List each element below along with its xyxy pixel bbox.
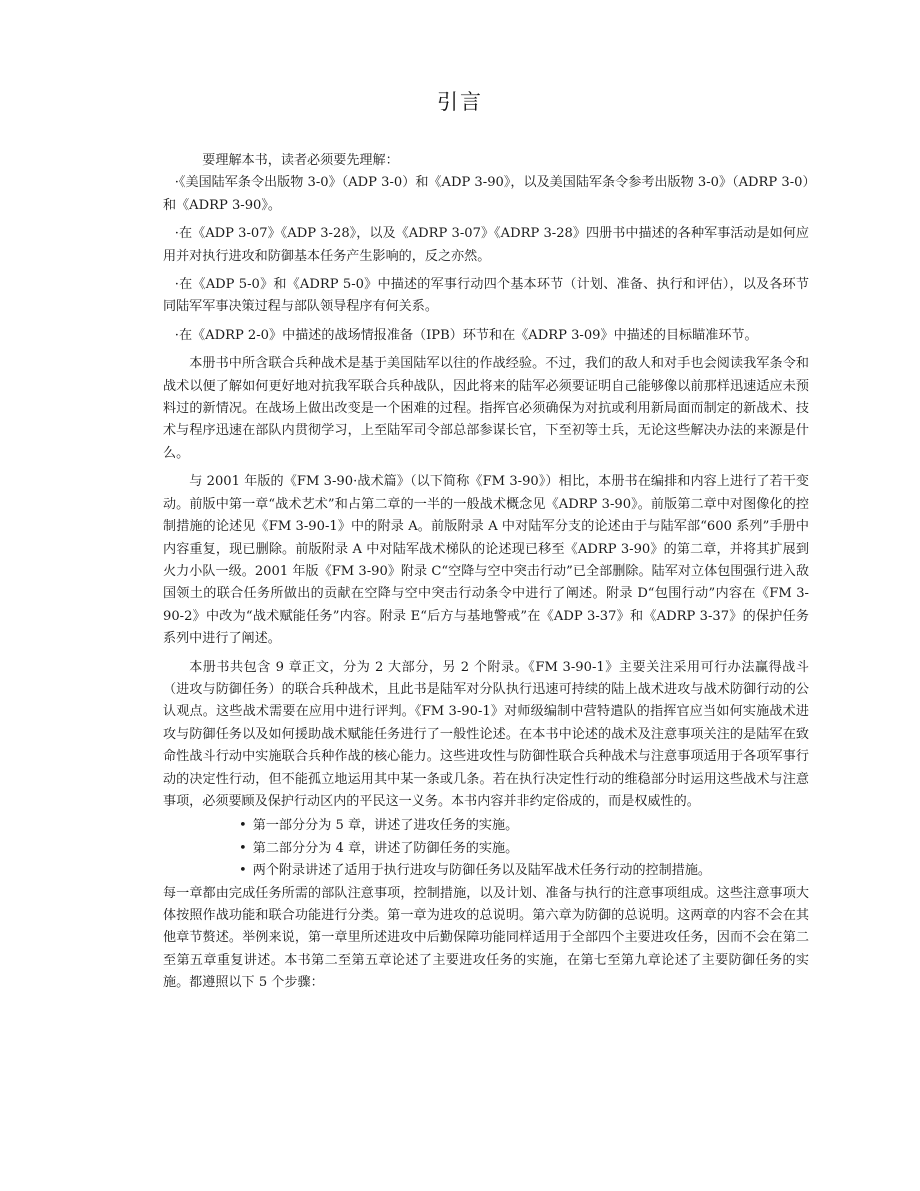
body-paragraph: 每一章都由完成任务所需的部队注意事项，控制措施，以及计划、准备与执行的注意事项组成。这些注意事项大体按照作战功能和联合功能进行分类。第一章为进攻的总说明。第六章为防御的总说明。这两章的内容不会在其他章节赘述。举例来说，第一章里所述进攻中后勤保障功能同样适用于全部四个主要进攻任务，因而不会在第二至第五章重复讲述。本书第二至第五章论述了主要进攻任务的实施，在第七至第九章论述了主要防御任务的实施。都遵照以下 5 个步骤： xyxy=(163,885,809,991)
page-title: 引言 xyxy=(437,90,483,114)
list-item: • 两个附录讲述了适用于执行进攻与防御任务以及陆军战术任务行动的控制措施。 xyxy=(163,860,809,882)
list-item: • 第一部分分为 5 章，讲述了进攻任务的实施。 xyxy=(163,815,809,837)
prerequisite-item: ·在《ADRP 2-0》中描述的战场情报准备（IPB）环节和在《ADRP 3-09》中描述的目标瞄准环节。 xyxy=(174,327,758,343)
structure-list xyxy=(163,815,809,882)
prerequisite-item: ·在《ADP 5-0》和《ADRP 5-0》中描述的军事行动四个基本环节（计划、准备、执行和评估），以及各环节同陆军军事决策过程与部队领导程序有何关系。 xyxy=(163,277,809,315)
prerequisite-item: ·在《ADP 3-07》《ADP 3-28》，以及《ADRP 3-07》《ADRP 3-28》四册书中描述的各种军事活动是如何应用并对执行进攻和防御基本任务产生影响的，反之亦然。 xyxy=(163,226,809,264)
body-paragraph: 本册书中所含联合兵种战术是基于美国陆军以往的作战经验。不过，我们的敌人和对手也会阅读我军条令和战术以便了解如何更好地对抗我军联合兵种战队，因此将来的陆军必须要证明自己能够像以前那样迅速适应未预料过的新情况。在战场上做出改变是一个困难的过程。指挥官必须确保为对抗或利用新局面而制定的新战术、技术与程序迅速在部队内贯彻学习，上至陆军司令部总部参谋长官，下至初等士兵，无论这些解决办法的来源是什么。 xyxy=(163,356,809,461)
intro-paragraph: 要理解本书，读者必须要先理解： xyxy=(202,153,399,168)
list-item: • 第二部分分为 4 章，讲述了防御任务的实施。 xyxy=(163,838,809,860)
body-paragraph: 与 2001 年版的《FM 3-90·战术篇》（以下简称《FM 3-90》）相比，本册书在编排和内容上进行了若干变动。前版中第一章“战术艺术”和占第二章的一半的一般战术概念见《ADRP 3-90》。前版第二章中对图像化的控制措施的论述见《FM 3-90-1》中的附录 A。前版附录 A 中对陆军分支的论述由于与陆军部“600 系列”手册中内容重复，现已删除。前版附录 A 中对陆军战术梯队的论述现已移至《ADRP 3-90》的第二章，并将其扩展到火力小队一级。2001 年版《FM 3-90》附录 C“空降与空中突击行动”已全部删除。陆军对立体包围强行进入敌国领土的联合任务所做出的贡献在空降与空中突击行动条令中进行了阐述。附录 D“包围行动”内容在《FM 3-90-2》中改为“战术赋能任务”内容。附录 E“后方与基地警戒”在《ADP 3-37》和《ADRP 3-37》的保护任务系列中进行了阐述。 xyxy=(163,474,809,647)
prerequisite-item: ·《美国陆军条令出版物 3-0》（ADP 3-0）和《ADP 3-90》，以及美国陆军条令参考出版物 3-0》（ADRP 3-0）和《ADRP 3-90》。 xyxy=(163,175,810,213)
document-body xyxy=(163,150,809,1001)
body-paragraph: 本册书共包含 9 章正文，分为 2 大部分，另 2 个附录。《FM 3-90-1》主要关注采用可行办法赢得战斗（进攻与防御任务）的联合兵种战术，且此书是陆军对分队执行迅速可持续的陆上战术进攻与战术防御行动的公认观点。这些战术需要在应用中进行评判。《FM 3-90-1》对师级编制中营特遣队的指挥官应当如何实施战术进攻与防御任务以及如何援助战术赋能任务进行了一般性论述。在本书中论述的战术及注意事项关注的是陆军在致命性战斗行动中实施联合兵种作战的核心能力。这些进攻性与防御性联合兵种战术与注意事项适用于各项军事行动的决定性行动，但不能孤立地运用其中某一条或几条。若在执行决定性行动的维稳部分时运用这些战术与注意事项，必须要顾及保护行动区内的平民这一义务。本书内容并非约定俗成的，而是权威性的。 xyxy=(163,659,809,809)
